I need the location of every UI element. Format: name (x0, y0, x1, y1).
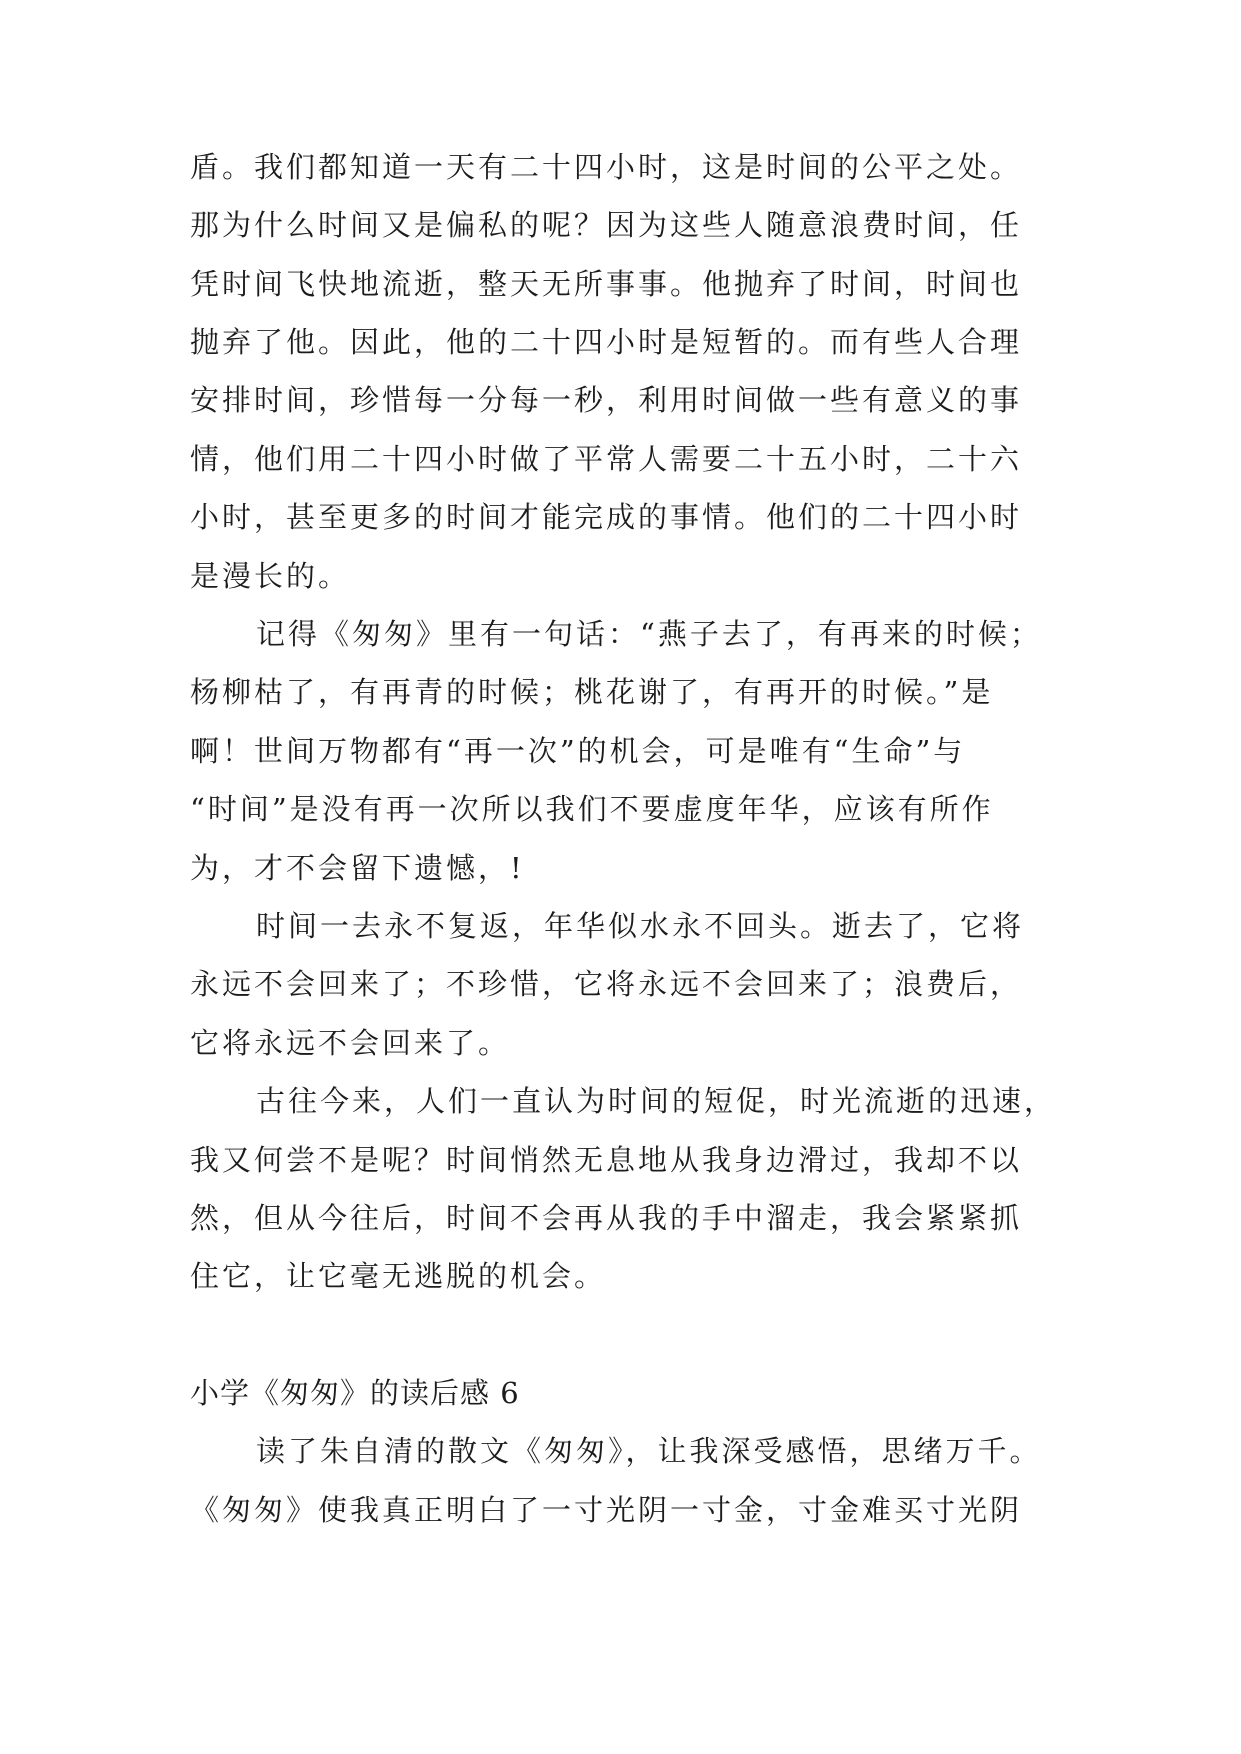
text-line: 杨柳枯了，有再青的时候；桃花谢了，有再开的时候。”是 (190, 675, 994, 709)
text-line: 凭时间飞快地流逝，整天无所事事。他抛弃了时间，时间也 (190, 267, 1023, 301)
text-line: 是漫长的。 (190, 559, 351, 593)
text-line: 情，他们用二十四小时做了平常人需要二十五小时，二十六 (190, 442, 1023, 476)
text-line: 然，但从今往后，时间不会再从我的手中溜走，我会紧紧抓 (190, 1201, 1023, 1235)
text-line: 古往今来，人们一直认为时间的短促，时光流逝的迅速， (256, 1084, 1057, 1118)
text-line: 抛弃了他。因此，他的二十四小时是短暂的。而有些人合理 (190, 325, 1023, 359)
text-line: 《匆匆》使我真正明白了一寸光阴一寸金，寸金难买寸光阴 (190, 1493, 1023, 1527)
text-line: 记得《匆匆》里有一句话：“燕子去了，有再来的时候； (256, 617, 1042, 651)
text-line: 时间一去永不复返，年华似水永不回头。逝去了，它将 (256, 909, 1025, 943)
text-line: 安排时间，珍惜每一分每一秒，利用时间做一些有意义的事 (190, 383, 1023, 417)
text-line: 住它，让它毫无逃脱的机会。 (190, 1259, 607, 1293)
text-line: 小时，甚至更多的时间才能完成的事情。他们的二十四小时 (190, 500, 1023, 534)
text-line: 啊！世间万物都有“再一次”的机会，可是唯有“生命”与 (190, 734, 966, 768)
text-line: 永远不会回来了；不珍惜，它将永远不会回来了；浪费后， (190, 967, 1023, 1001)
text-line: 盾。我们都知道一天有二十四小时，这是时间的公平之处。 (190, 150, 1023, 184)
text-line: 读了朱自清的散文《匆匆》，让我深受感悟，思绪万千。 (256, 1434, 1042, 1468)
text-line: 它将永远不会回来了。 (190, 1026, 511, 1060)
text-line: 为，才不会留下遗憾，! (190, 851, 525, 885)
text-line: “时间”是没有再一次所以我们不要虚度年华，应该有所作 (190, 792, 994, 826)
section-heading: 小学《匆匆》的读后感 6 (190, 1376, 520, 1410)
text-line: 那为什么时间又是偏私的呢？因为这些人随意浪费时间，任 (190, 208, 1023, 242)
text-line: 我又何尝不是呢？时间悄然无息地从我身边滑过，我却不以 (190, 1143, 1023, 1177)
